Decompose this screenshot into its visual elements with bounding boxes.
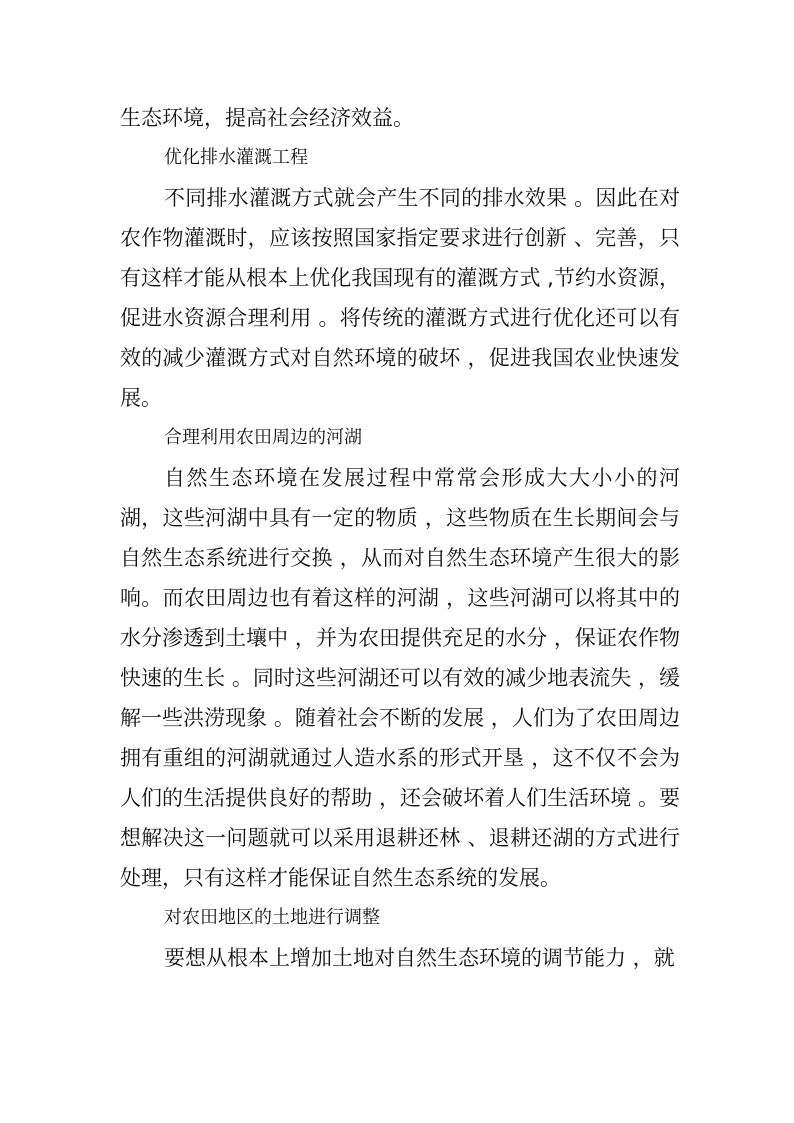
paragraph-irrigation: 不同排水灌溉方式就会产生不同的排水效果 。因此在对农作物灌溉时，应该按照国家指定要求进行创新 、完善，只有这样才能从根本上优化我国现有的灌溉方式 ,节约水资源，促进水资源合理利用 。将传统的灌溉方式进行优化还可以有效的减少灌溉方式对自然环境的破坏 ，促进我国农业快速发展。 (120, 186, 680, 410)
section-heading-land-adjustment: 对农田地区的土地进行调整 (164, 907, 380, 928)
paragraph-land-adjustment: 要想从根本上增加土地对自然生态环境的调节能力 ，就 (164, 946, 675, 970)
document-body (120, 98, 680, 978)
paragraph-continuation: 生态环境，提高社会经济效益。 (120, 106, 414, 130)
section-heading-irrigation: 优化排水灌溉工程 (164, 147, 308, 168)
section-heading-rivers-lakes: 合理利用农田周边的河湖 (164, 427, 362, 448)
paragraph-rivers-lakes: 自然生态环境在发展过程中常常会形成大大小小的河湖，这些河湖中具有一定的物质 ，这些物质在生长期间会与自然生态系统进行交换 ，从而对自然生态环境产生很大的影响。而农田周边也有着这样的河湖 ，这些河湖可以将其中的水分渗透到土壤中 ，并为农田提供充足的水分 ，保证农作物快速的生长 。同时这些河湖还可以有效的减少地表流失 ，缓解一些洪涝现象 。随着社会不断的发展 ，人们为了农田周边拥有重组的河湖就通过人造水系的形式开垦 ，这不仅不会为人们的生活提供良好的帮助 ，还会破坏着人们生活环境 。要想解决这一问题就可以采用退耕还林 、退耕还湖的方式进行处理，只有这样才能保证自然生态系统的发展。 (120, 466, 680, 890)
